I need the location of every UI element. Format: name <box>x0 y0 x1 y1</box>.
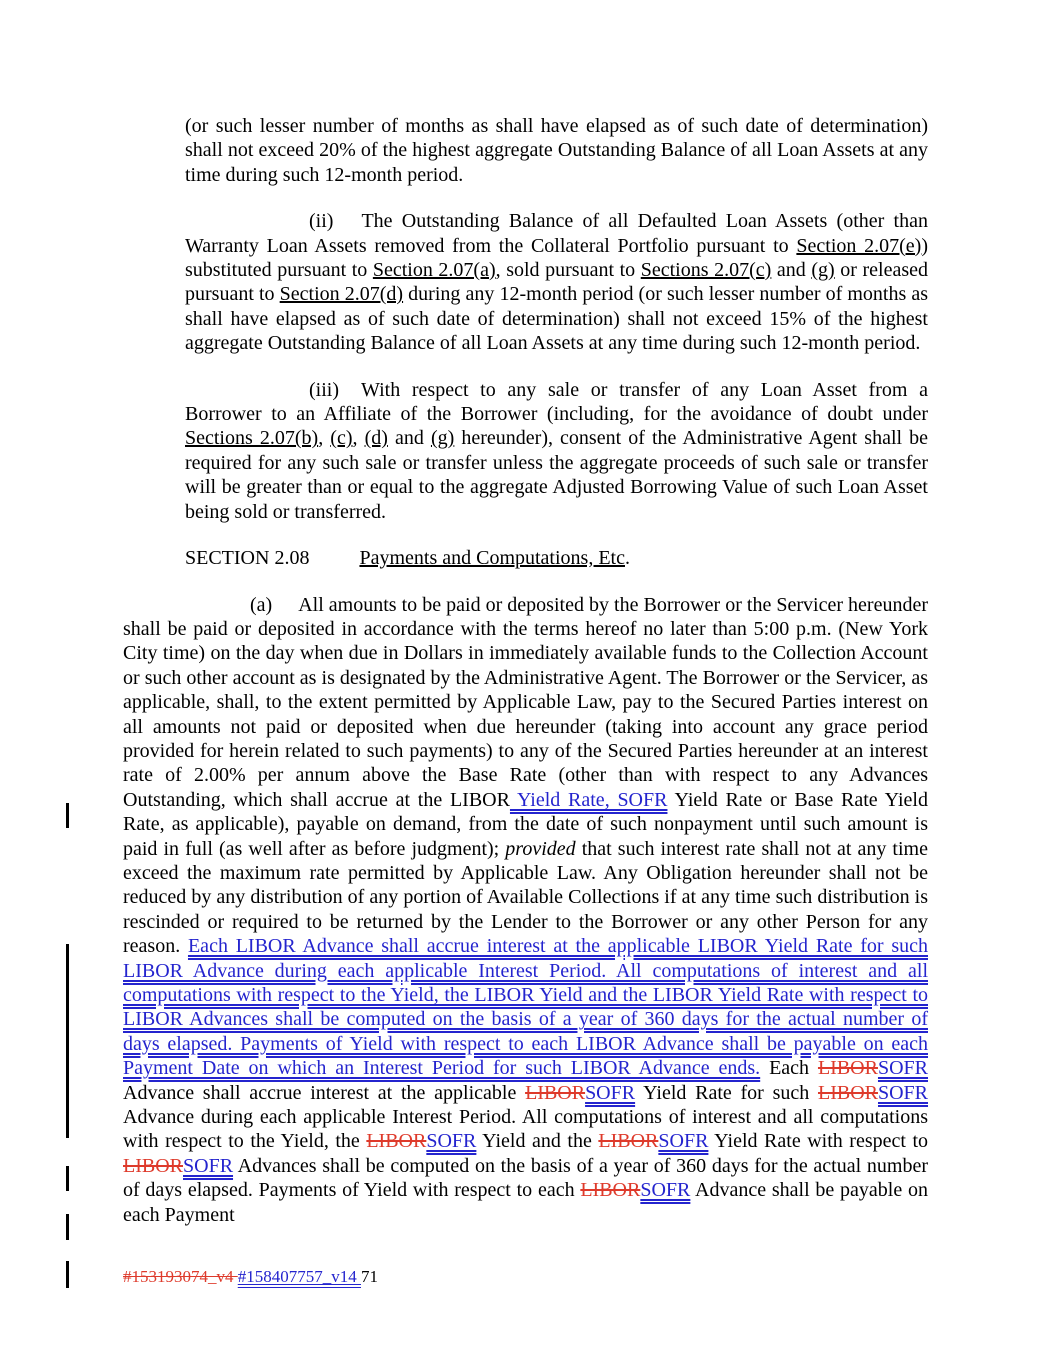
text-run-normal: Advances shall be computed on the basis of a year of 360 days for the actual number of days elapsed. Payments of Yield with respect to each <box>123 1154 928 1202</box>
text-run-normal: Advance during each applicable Interest Period. All computations of interest and all computations with respect to the Yield, the <box>123 1106 928 1153</box>
tab-space <box>272 593 298 617</box>
text-run-u: Section 2.07(e) <box>796 234 922 257</box>
tab-space <box>333 209 361 233</box>
text-run-normal: (a) <box>250 593 273 616</box>
text-run-normal: (iii) <box>309 378 339 401</box>
text-run-u: Sections 2.07(c) <box>640 259 772 282</box>
text-run-i: provided <box>505 837 576 860</box>
text-run-normal: that such interest rate shall not at any time exceed the maximum rate permitted by Applicable Law. Any Obligation hereunder shall not be reduced by any distribution of any portion of Available Collections if at any time such distribution is rescinded or required to be returned by the Lender to the Borrower or any other Person for any reason. <box>123 837 928 958</box>
text-run-ins: SOFR <box>640 1179 691 1202</box>
text-run-u: (g) <box>811 259 835 282</box>
text-run-normal: Advance shall accrue interest at the applicable <box>123 1081 526 1104</box>
text-run-normal: during any 12-month period (or such lesser number of months as shall have elapsed as of such date of determination) shall not exceed 15% of the highest aggregate Outstanding Balance of all Loan Assets at any time during such 12-month period. <box>185 283 929 355</box>
text-run-del: LIBOR <box>580 1179 641 1202</box>
document-id-old: #153193074_v4 <box>123 1267 238 1286</box>
text-run-u: (c) <box>330 427 353 450</box>
carryover-paragraph <box>185 114 928 187</box>
section-2-08-heading <box>185 546 928 570</box>
text-run-normal: Each <box>760 1057 818 1080</box>
text-run-del: LIBOR <box>817 1081 878 1104</box>
page-footer <box>123 1266 378 1287</box>
text-run-ins: Each LIBOR Advance shall accrue interest at the applicable LIBOR Yield Rate for such LIBOR Advance during each applicable Interest Period. All computations of interest and all computations with respect to the Yield, the LIBOR Yield and the LIBOR Yield Rate with respect to LIBOR Advances shall be computed on the basis of a year of 360 days for the actual number of days elapsed. Payments of Yield with respect to each LIBOR Advance shall be payable on each Payment Date on which an Interest Period for such LIBOR Advance ends. <box>123 935 928 1080</box>
text-run-normal: , <box>352 427 365 450</box>
text-run-del: LIBOR <box>525 1081 586 1104</box>
text-run-normal: The Outstanding Balance of all Defaulted Loan Assets (other than Warranty Loan Assets removed from the Collateral Portfolio pursuant to <box>185 210 928 257</box>
tab-space <box>309 546 359 570</box>
section-title: Payments and Computations, Etc <box>359 547 625 570</box>
text-run-ins: SOFR <box>426 1130 477 1153</box>
text-run-u: (g) <box>430 427 455 450</box>
text-run-normal: (ii) <box>309 210 334 233</box>
text-run-del: LIBOR <box>598 1130 659 1153</box>
text-run-normal: Yield Rate for such <box>635 1081 818 1104</box>
document-body <box>123 114 928 1249</box>
text-run-u: Sections 2.07(b) <box>185 427 319 450</box>
text-run-normal: ) substituted pursuant to <box>185 234 929 282</box>
text-run-normal: hereunder), consent of the Administrative Agent shall be required for any such sale or transfer unless the aggregate proceeds of such sale or transfer will be greater than or equal to the aggregate Adjusted Borrowing Value of such Loan Asset being sold or transferred. <box>185 427 929 523</box>
text-run-normal: With respect to any sale or transfer of any Loan Asset from a Borrower to an Affiliate of the Borrower (including, for the avoidance of doubt under <box>185 378 928 426</box>
text-run-normal: , <box>318 427 331 450</box>
text-run-u: (d) <box>364 427 388 450</box>
paragraph-a <box>123 593 928 1228</box>
change-bar <box>66 1214 69 1240</box>
tab-space <box>339 378 361 402</box>
text-run-ins: Yield Rate, SOFR <box>509 788 668 811</box>
text-run-normal: Yield and the <box>476 1130 599 1153</box>
text-run-del: LIBOR <box>817 1057 878 1080</box>
text-run-normal: and <box>771 259 812 282</box>
change-bar <box>66 1261 69 1288</box>
document-id-new: #158407757_v14 <box>237 1267 361 1286</box>
text-run-del: LIBOR <box>123 1154 183 1177</box>
text-run-normal: Yield Rate with respect to <box>708 1130 929 1153</box>
change-bar <box>66 1166 69 1191</box>
text-run-ins: SOFR <box>658 1130 709 1153</box>
text-run-normal: or released pursuant to <box>185 259 929 306</box>
text-run-ins: SOFR <box>585 1081 636 1104</box>
page-number: 71 <box>361 1267 378 1286</box>
clause-ii-paragraph <box>185 209 928 355</box>
text-run-ins: SOFR <box>877 1057 928 1080</box>
text-run-u: Section 2.07(d) <box>279 283 404 306</box>
text-run-normal: All amounts to be paid or deposited by the Borrower or the Servicer hereunder shall be paid or deposited in accordance with the terms hereof no later than 5:00 p.m. (New York City time) on the day when due in Dollars in immediately available funds to the Collection Account or such other account as is designated by the Administrative Agent. The Borrower or the Servicer, as applicable, shall, to the extent permitted by Applicable Law, pay to the Secured Parties interest on all amounts not paid or deposited when due hereunder (taking into account any grace period provided for herein related to such payments) to any of the Secured Parties hereunder at an interest rate of 2.00% per annum above the Base Rate (other than with respect to any Advances Outstanding, which shall accrue at the LIBOR <box>123 593 928 811</box>
change-bar <box>66 803 69 828</box>
text-run-normal: , sold pursuant to <box>495 259 641 282</box>
text-run-normal: Yield Rate or Base Rate Yield Rate, as applicable), payable on demand, from the date of such nonpayment until such amount is paid in full (as well after as before judgment); <box>123 788 928 860</box>
text-run-normal: . <box>624 547 630 570</box>
text-run-ins: SOFR <box>183 1154 234 1177</box>
section-number: SECTION 2.08 <box>185 547 310 570</box>
text-run-ins: SOFR <box>877 1081 929 1104</box>
text-run-del: LIBOR <box>366 1130 427 1153</box>
text-run-normal: and <box>387 427 431 450</box>
change-bar <box>66 944 69 1138</box>
text-run-normal: (or such lesser number of months as shall have elapsed as of such date of determination) shall not exceed 20% of the highest aggregate Outstanding Balance of all Loan Assets at any time during such 12-month period. <box>185 115 928 186</box>
text-run-normal: Advance shall be payable on each Payment <box>123 1179 929 1226</box>
text-run-u: Section 2.07(a) <box>372 259 496 282</box>
clause-iii-paragraph <box>185 378 928 524</box>
